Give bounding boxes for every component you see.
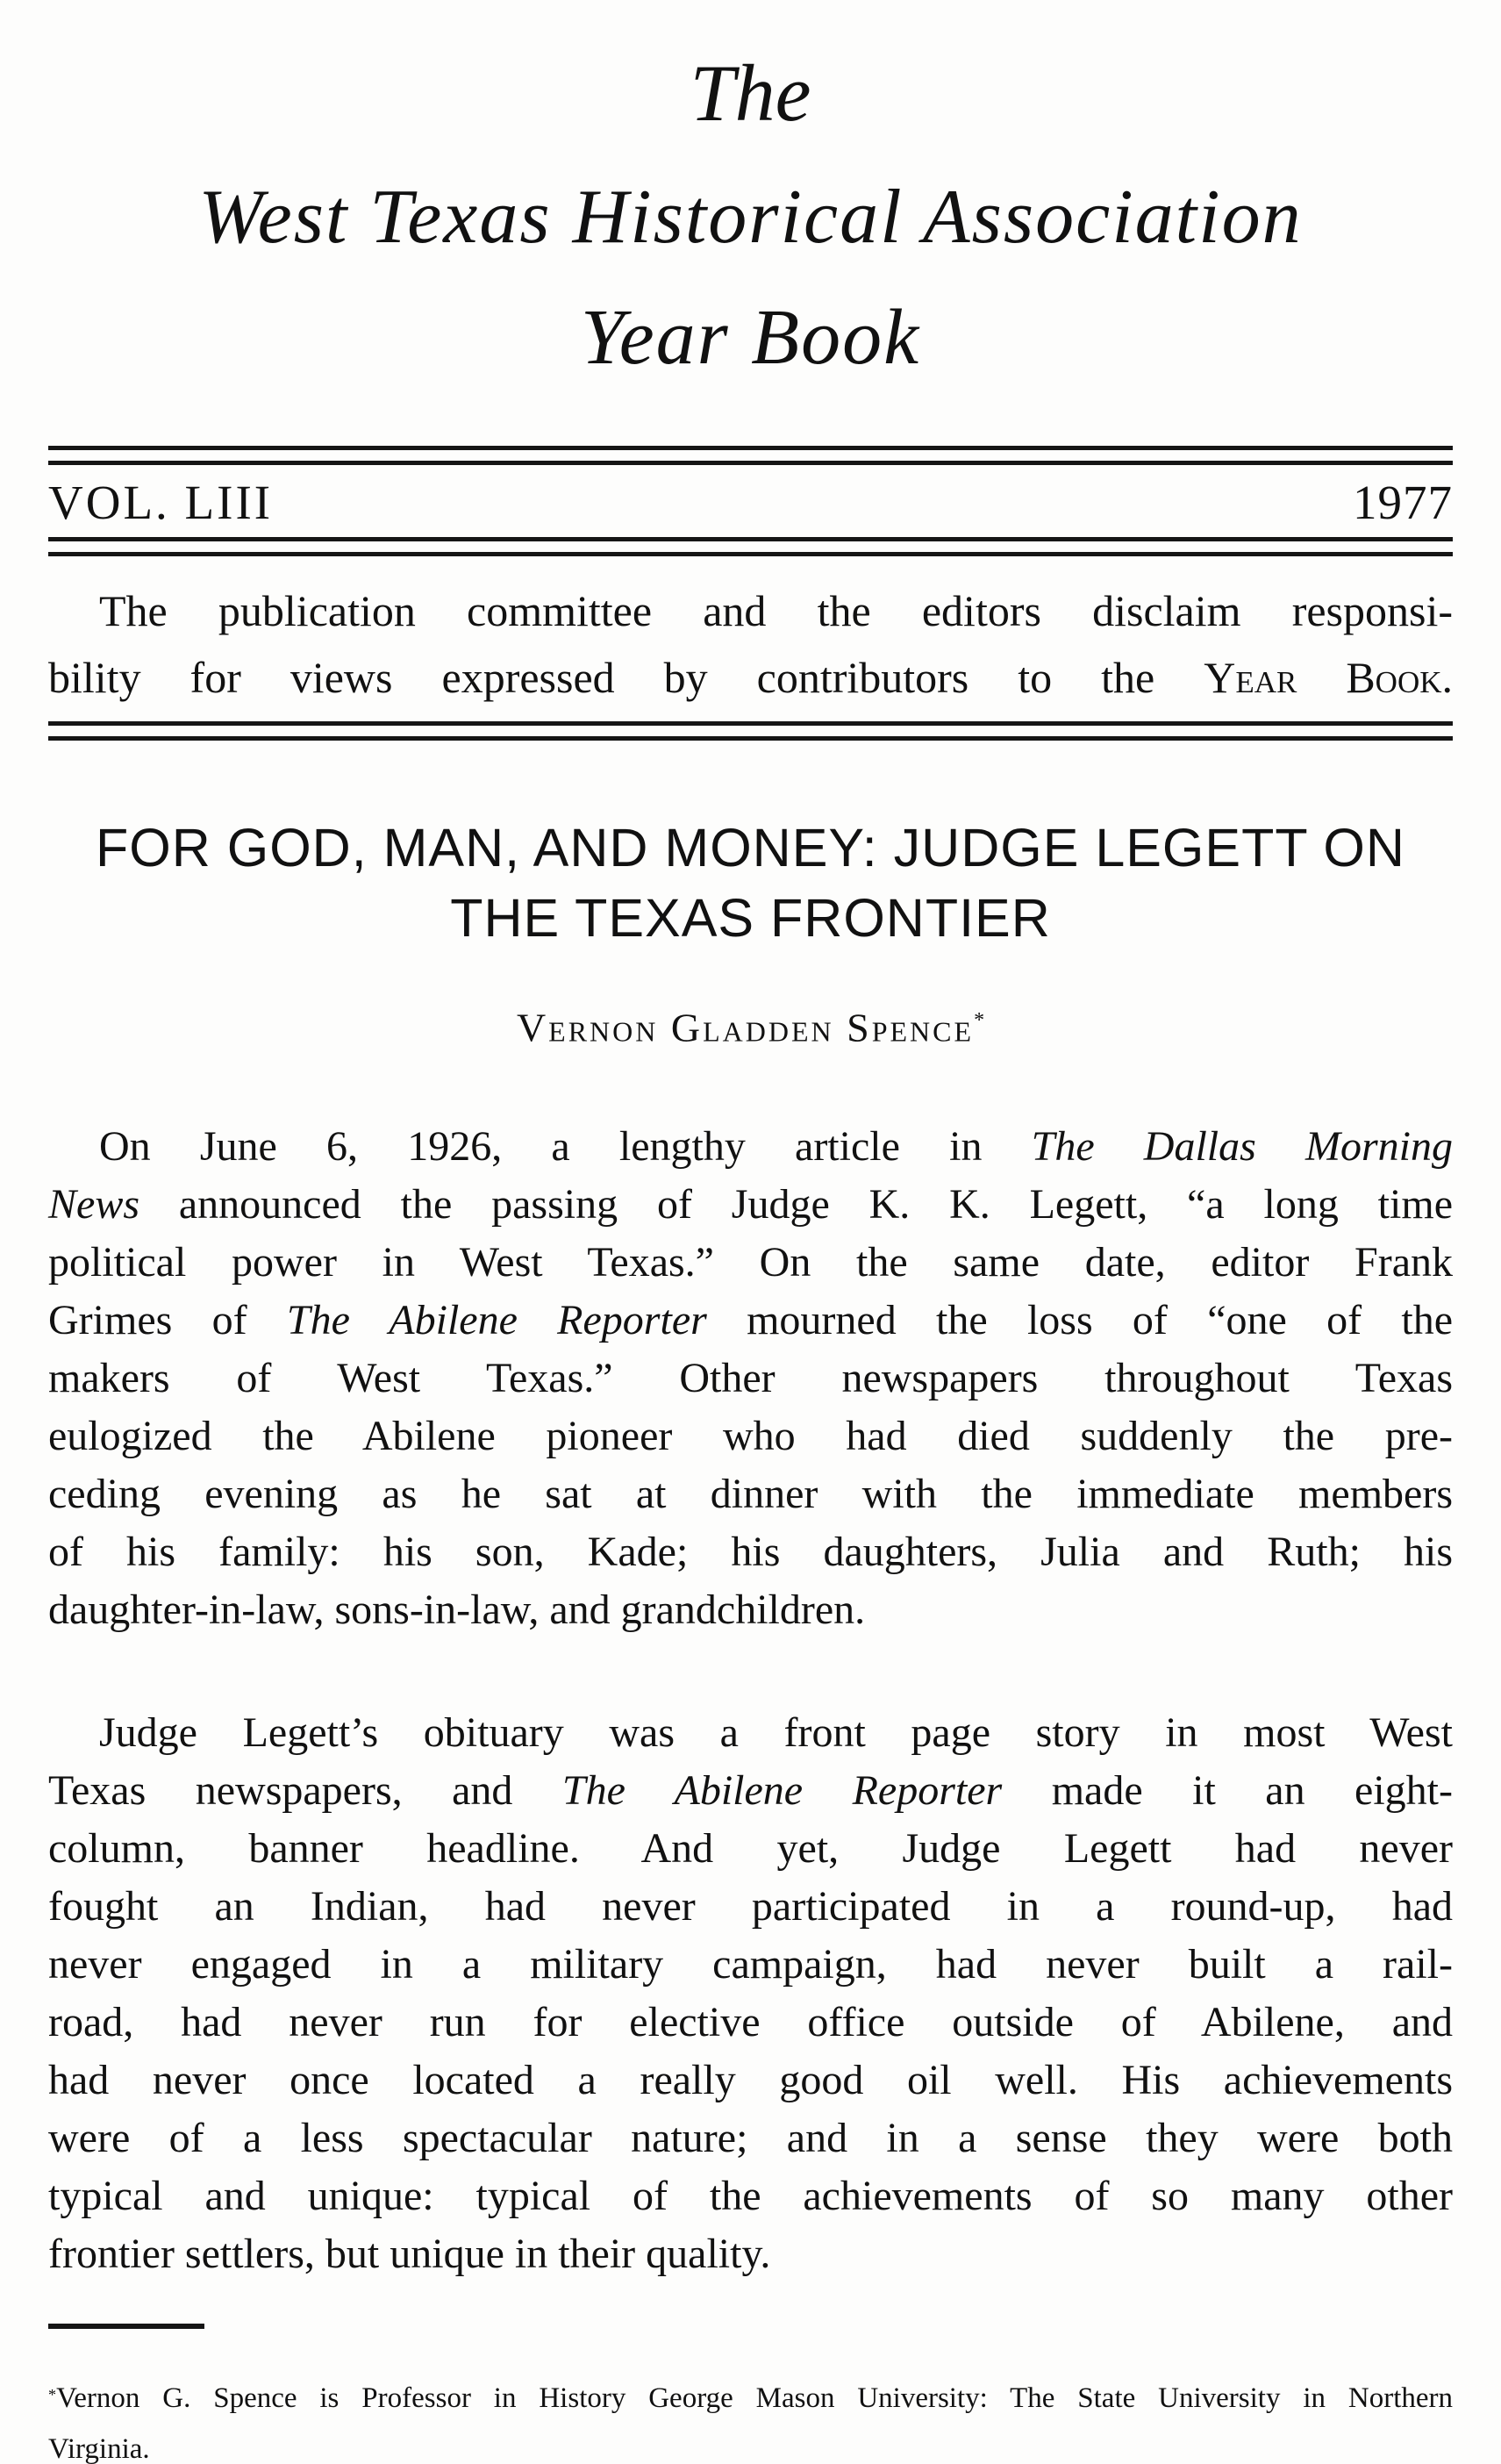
article-title: [48, 813, 1453, 953]
text-line: The publication committee and the editors disclaim responsi-: [99, 585, 1453, 635]
text-line: bility for views expressed by contributors to the Year Book.: [48, 652, 1453, 702]
text-line: eulogized the Abilene pioneer who had died suddenly the pre-: [48, 1413, 1453, 1460]
double-rule-top: [48, 446, 1453, 465]
text-line: On June 6, 1926, a lengthy article in The Dallas Morning: [99, 1123, 1454, 1171]
text-line: fought an Indian, had never participated in a round-up, had: [48, 1883, 1453, 1930]
masthead: [48, 48, 1453, 381]
text-line: Virginia.: [48, 2433, 150, 2464]
text-line: ceding evening as he sat at dinner with the immediate members: [48, 1471, 1453, 1518]
text-line: Judge Legett’s obituary was a front page story in most West: [99, 1709, 1453, 1757]
footnote-text: [48, 2369, 1453, 2464]
double-rule-bottom: [48, 721, 1453, 741]
volume-bar: [48, 476, 1453, 530]
text-line: Grimes of The Abilene Reporter mourned the loss of “one of the: [48, 1297, 1454, 1344]
article-title-line-2: THE TEXAS FRONTIER: [450, 887, 1051, 948]
paragraph-2: [48, 1704, 1453, 2283]
text-line: had never once located a really good oil well. His achievements: [48, 2057, 1453, 2104]
article-title-line-1: FOR GOD, MAN, AND MONEY: JUDGE LEGETT ON: [96, 817, 1405, 877]
masthead-line-association: West Texas Historical Association: [198, 175, 1303, 261]
text-line: frontier settlers, but unique in their quality.: [48, 2231, 771, 2278]
author-footnote-mark: *: [974, 1008, 985, 1032]
text-line: daughter-in-law, sons-in-law, and grandchildren.: [48, 1587, 866, 1634]
author-line: [48, 997, 1453, 1051]
text-line: *Vernon G. Spence is Professor in History George Mason University: The State University in Northern: [48, 2382, 1453, 2415]
masthead-line-the: The: [690, 48, 811, 138]
year-label: 1977: [1353, 475, 1453, 529]
text-line: of his family: his son, Kade; his daughters, Julia and Ruth; his: [48, 1529, 1453, 1576]
text-line: political power in West Texas.” On the same date, editor Frank: [48, 1239, 1453, 1286]
text-line: never engaged in a military campaign, had never built a rail-: [48, 1941, 1453, 1988]
author-name: Vernon Gladden Spence: [516, 1005, 975, 1050]
text-line: column, banner headline. And yet, Judge Legett had never: [48, 1825, 1453, 1873]
text-line: typical and unique: typical of the achievements of so many other: [48, 2173, 1453, 2220]
double-rule-middle: [48, 537, 1453, 556]
text-line: Texas newspapers, and The Abilene Reporter made it an eight-: [48, 1767, 1453, 1815]
disclaimer-paragraph: [48, 577, 1453, 711]
volume-label: VOL. LIII: [48, 475, 274, 529]
text-line: makers of West Texas.” Other newspapers throughout Texas: [48, 1355, 1453, 1402]
masthead-line-yearbook: Year Book: [580, 293, 921, 381]
text-line: News announced the passing of Judge K. K. Legett, “a long time: [48, 1181, 1453, 1228]
text-line: were of a less spectacular nature; and in a sense they were both: [48, 2115, 1453, 2162]
text-line: road, had never run for elective office outside of Abilene, and: [48, 1999, 1453, 2046]
footnote-rule: [48, 2324, 204, 2329]
paragraph-1: [48, 1118, 1453, 1639]
